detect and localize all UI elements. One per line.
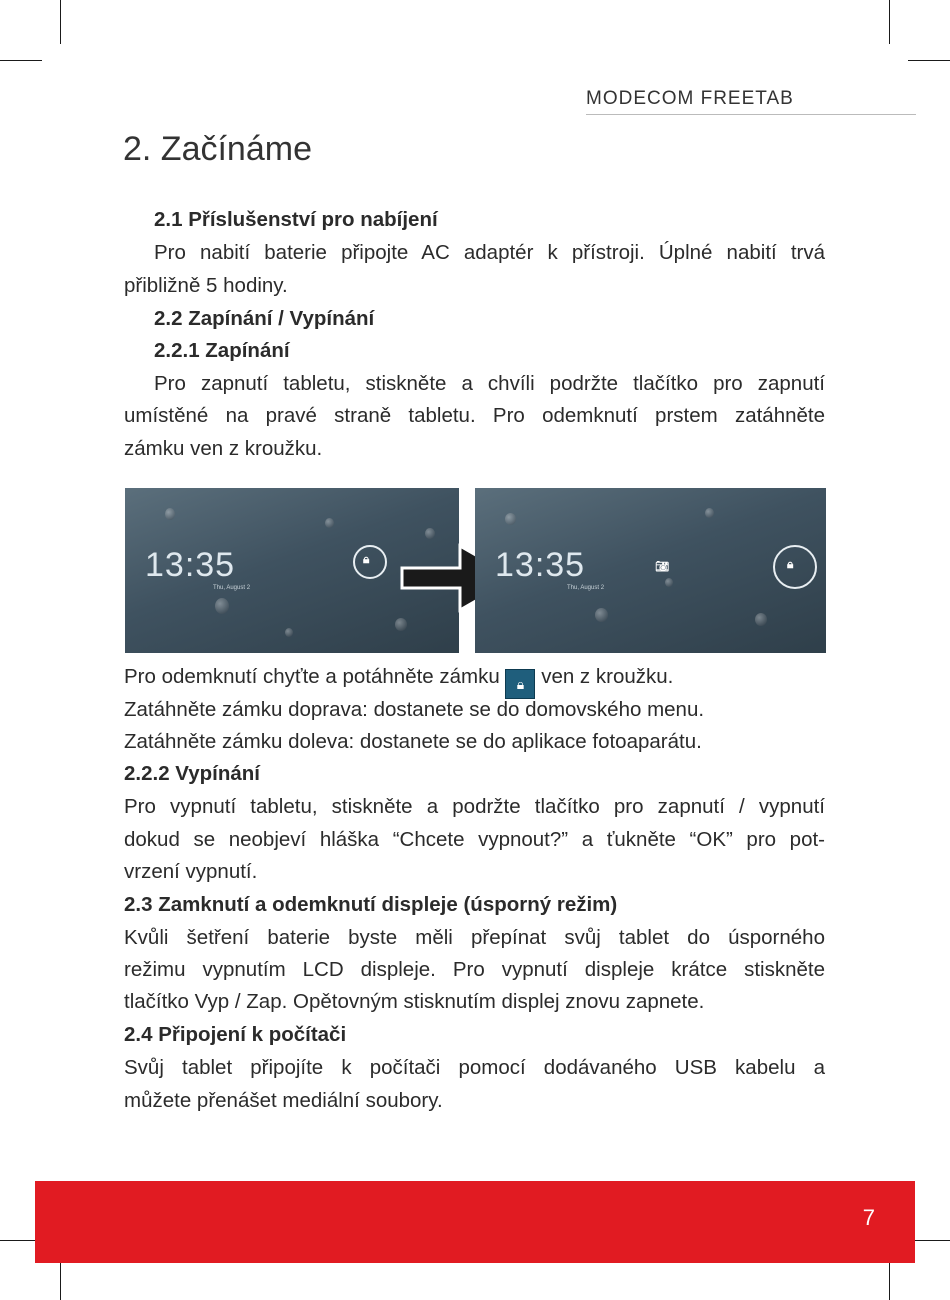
water-drop (165, 508, 175, 520)
section-heading-2-1: 2.1 Příslušenství pro nabíjení (154, 208, 438, 231)
crop-mark (889, 0, 890, 44)
paragraph-line: Pro zapnutí tabletu, stiskněte a chvíli podržte tlačítko pro zapnutí (154, 372, 825, 395)
footer-bar (35, 1181, 915, 1263)
lockscreen-date: Thu, August 2 (213, 585, 251, 591)
crop-mark (889, 1258, 890, 1300)
crop-mark (60, 1258, 61, 1300)
crop-mark (60, 0, 61, 44)
lock-icon: 🔒︎ (787, 557, 794, 571)
header-rule (586, 114, 916, 115)
section-heading-2-2: 2.2 Zapínání / Vypínání (154, 307, 375, 330)
paragraph-line: zámku ven z kroužku. (124, 437, 323, 460)
water-drop (505, 513, 516, 525)
chapter-title: 2. Začínáme (123, 130, 312, 168)
lockscreen-clock: 13:35 (145, 546, 236, 584)
paragraph-line: dokud se neobjeví hláška “Chcete vypnout?” a ťukněte “OK” pro pot- (124, 828, 825, 851)
section-heading-2-2-2: 2.2.2 Vypínání (124, 762, 260, 785)
paragraph-line: Pro nabití baterie připojte AC adaptér k přístroji. Úplné nabití trvá (154, 241, 825, 264)
paragraph-line: Pro vypnutí tabletu, stiskněte a podržte tlačítko pro zapnutí / vypnutí (124, 795, 825, 818)
paragraph-line: Svůj tablet připojíte k počítači pomocí dodávaného USB kabelu a (124, 1056, 825, 1079)
paragraph-line: vrzení vypnutí. (124, 860, 258, 883)
paragraph-line: přibližně 5 hodiny. (124, 274, 288, 297)
header-brand: MODECOM FREETAB (586, 88, 794, 109)
lock-icon: 🔒︎ (505, 669, 535, 699)
page-number: 7 (862, 1205, 875, 1230)
water-drop (595, 608, 608, 622)
section-heading-2-2-1: 2.2.1 Zapínání (154, 339, 290, 362)
unlock-ring[interactable] (773, 545, 817, 589)
water-drop (425, 528, 435, 539)
paragraph-line: režimu vypnutím LCD displeje. Pro vypnutí displeje krátce stiskněte (124, 958, 825, 981)
water-drop (285, 628, 293, 637)
water-drop (705, 508, 714, 518)
paragraph-line: můžete přenášet mediální soubory. (124, 1089, 443, 1112)
water-drop (215, 598, 229, 614)
crop-mark (908, 60, 950, 61)
camera-icon[interactable]: 📷︎ (655, 561, 669, 573)
caption-line (124, 665, 673, 699)
lockscreen-screenshot-right (475, 488, 826, 653)
paragraph-line: Kvůli šetření baterie byste měli přepínat svůj tablet do úsporného (124, 926, 825, 949)
unlock-ring[interactable] (353, 545, 387, 579)
water-drop (755, 613, 767, 626)
lockscreen-date: Thu, August 2 (567, 585, 605, 591)
lock-icon: 🔒︎ (363, 552, 370, 566)
section-heading-2-3: 2.3 Zamknutí a odemknutí displeje (úsporný režim) (124, 893, 618, 916)
section-heading-2-4: 2.4 Připojení k počítači (124, 1023, 347, 1046)
crop-mark (0, 60, 42, 61)
water-drop (665, 578, 673, 587)
paragraph-line: Zatáhněte zámku doleva: dostanete se do aplikace fotoaparátu. (124, 730, 702, 753)
paragraph-line: tlačítko Vyp / Zap. Opětovným stisknutím displej znovu zapnete. (124, 990, 705, 1013)
water-drop (395, 618, 407, 631)
paragraph-line: Zatáhněte zámku doprava: dostanete se do domovského menu. (124, 698, 705, 721)
paragraph-line: umístěné na pravé straně tabletu. Pro odemknutí prstem zatáhněte (124, 404, 825, 427)
water-drop (325, 518, 334, 528)
lockscreen-clock: 13:35 (495, 546, 586, 584)
caption-text: Pro odemknutí chyťte a potáhněte zámku (124, 665, 500, 688)
caption-text: ven z kroužku. (541, 665, 674, 688)
